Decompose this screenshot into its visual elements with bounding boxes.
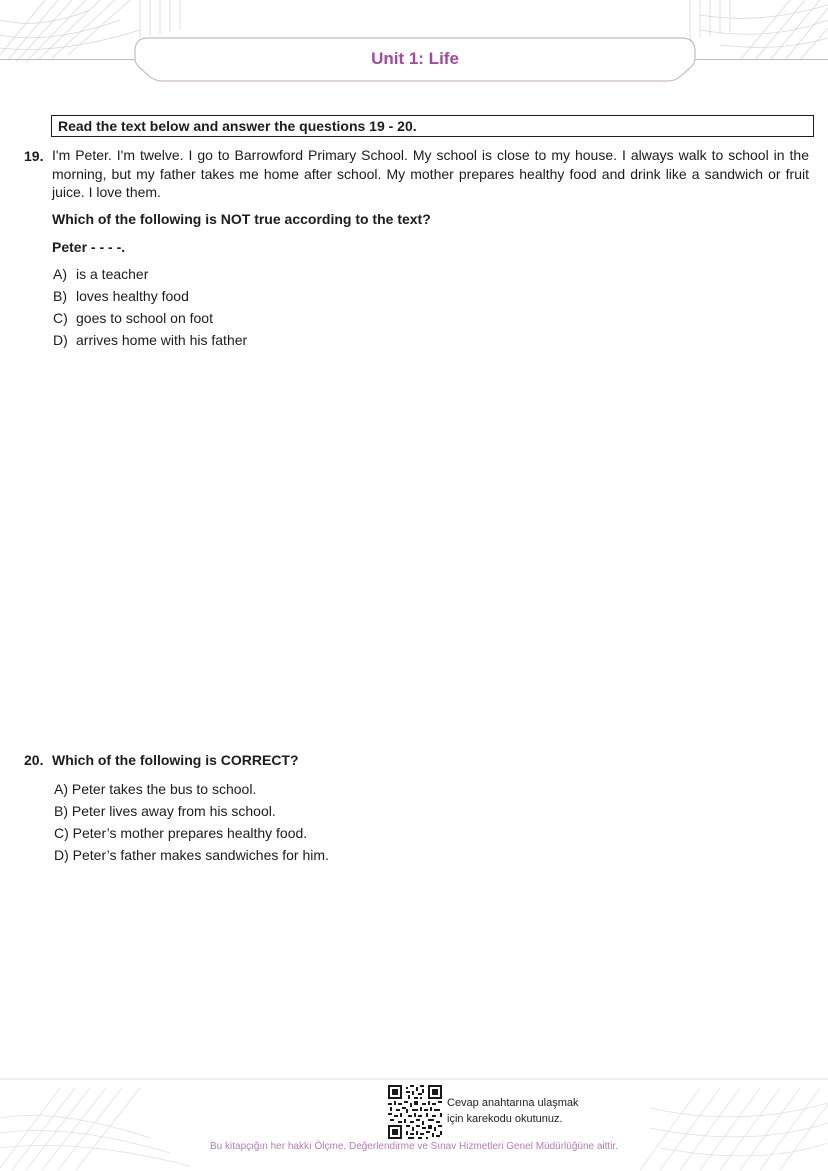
question-19-text: Which of the following is NOT true according to the text? [52, 211, 431, 227]
option-letter: D) [53, 332, 68, 348]
option-c[interactable]: C) Peter’s mother prepares healthy food. [54, 825, 308, 841]
question-20-text: Which of the following is CORRECT? [52, 752, 299, 768]
option-a[interactable] [53, 263, 247, 285]
question-number-20: 20. [24, 752, 44, 768]
question-20-options [54, 778, 329, 866]
option-letter: B) [53, 288, 67, 304]
option-d[interactable]: D) Peter’s father makes sandwiches for him. [54, 847, 329, 863]
option-c[interactable] [53, 307, 247, 329]
question-19-stem: Peter - - - -. [52, 239, 126, 255]
copyright-notice: Bu kitapçığın her hakkı Ölçme, Değerlendirme ve Sınav Hizmetleri Genel Müdürlüğüne aittir. [210, 1141, 618, 1152]
header-rule-right [692, 59, 828, 60]
option-letter: A) [53, 266, 67, 282]
qr-text-line-2: için karekodu okutunuz. [447, 1113, 563, 1125]
question-number-19: 19. [24, 148, 44, 164]
option-text: is a teacher [76, 266, 149, 282]
option-text: loves healthy food [76, 288, 189, 304]
option-text: arrives home with his father [76, 332, 248, 348]
option-letter: C) [53, 310, 68, 326]
option-b[interactable]: B) Peter lives away from his school. [54, 803, 276, 819]
option-a[interactable]: A) Peter takes the bus to school. [54, 781, 257, 797]
option-b[interactable] [53, 285, 247, 307]
page-title: Unit 1: Life [371, 49, 459, 68]
instruction-box: Read the text below and answer the questions 19 - 20. [51, 115, 814, 137]
qr-text-line-1: Cevap anahtarına ulaşmak [447, 1097, 579, 1109]
qr-instructions [447, 1095, 578, 1127]
option-d[interactable] [53, 329, 247, 351]
header-rule-left [0, 59, 138, 60]
header-tab [134, 37, 696, 82]
qr-code[interactable] [388, 1085, 442, 1139]
question-19-options [53, 263, 247, 351]
option-text: goes to school on foot [76, 310, 213, 326]
reading-passage: I'm Peter. I'm twelve. I go to Barrowford Primary School. My school is close to my house. I always walk to school in the morning, but my father takes me home after school. My mother prepares healthy food and drink like a sandwich or fruit juice. I love them. [52, 147, 809, 200]
